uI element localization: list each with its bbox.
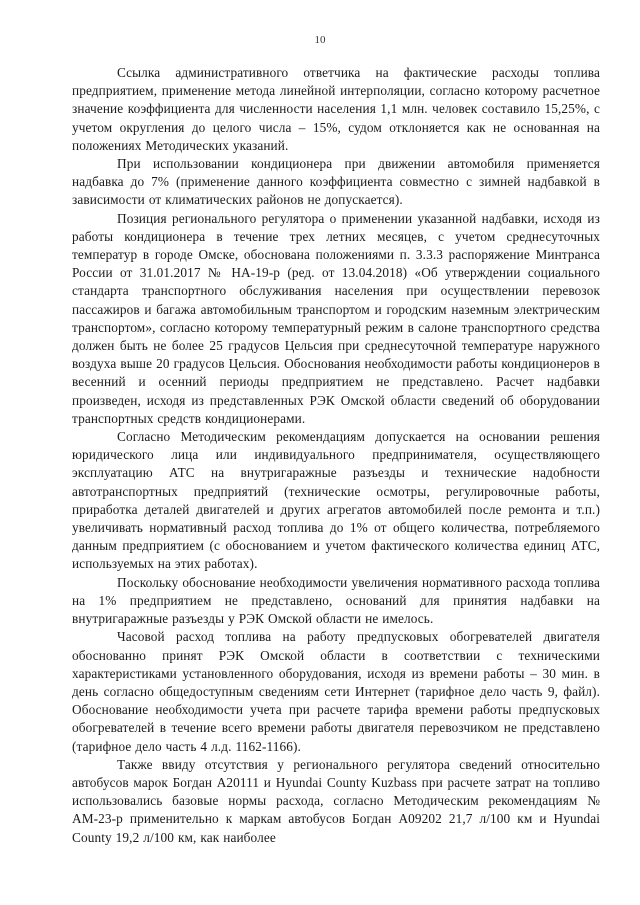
- paragraph: Также ввиду отсутствия у регионального регулятора сведений относительно автобусов марок Богдан А20111 и Hyundai County Kuzbass при расчете затрат на топливо использовались базовые нормы расхода, согласно Методическим рекомендациям № АМ-23-р применительно к маркам автобусов Богдан А09202 21,7 л/100 км и Hyundai County 19,2 л/100 км, как наиболее: [72, 756, 600, 845]
- paragraph: Поскольку обоснование необходимости увеличения нормативного расхода топлива на 1% предприятием не представлено, оснований для принятия надбавки на внутригаражные разъезды у РЭК Омской области не имелось.: [72, 574, 600, 627]
- document-body: [72, 64, 600, 847]
- paragraph: Часовой расход топлива на работу предпусковых обогревателей двигателя обоснованно принят РЭК Омской области в соответствии с техническими характеристиками установленного оборудования, исходя из времени работы – 30 мин. в день согласно общедоступным сведениям сети Интернет (тарифное дело часть 9, файл). Обоснование необходимости учета при расчете тарифа времени работы предпусковых обогревателей в течение всего времени работы двигателя перевозчиком не представлено (тарифное дело часть 4 л.д. 1162-1166).: [72, 629, 600, 754]
- paragraph: Согласно Методическим рекомендациям допускается на основании решения юридического лица или индивидуального предпринимателя, осуществляющего эксплуатацию АТС на внутригаражные разъезды и технические надобности автотранспортных предприятий (технические осмотры, регулировочные работы, приработка деталей двигателей и других агрегатов автомобилей после ремонта и т.п.) увеличивать нормативный расход топлива до 1% от общего количества, потребляемого данным предприятием (с обоснованием и учетом фактического количества единиц АТС, используемых на этих работах).: [72, 429, 600, 572]
- paragraph: При использовании кондиционера при движении автомобиля применяется надбавка до 7% (применение данного коэффициента совместно с зимней надбавкой в зависимости от климатических районов не допускается).: [72, 156, 600, 208]
- page-number: 10: [314, 34, 326, 46]
- paragraph: Позиция регионального регулятора о применении указанной надбавки, исходя из работы кондиционера в течение трех летних месяцев, с учетом среднесуточных температур в городе Омске, обоснована положениями п. 3.3.3 распоряжение Минтранса России от 31.01.2017 № НА-19-р (ред. от 13.04.2018) «Об утверждении социального стандарта транспортного обслуживания населения при осуществлении перевозок пассажиров и багажа автомобильным транспортом и городским наземным электрическим транспортом», согласно которому температурный режим в салоне транспортного средства должен быть не более 25 градусов Цельсия при среднесуточной температуре наружного воздуха выше 20 градусов Цельсия. Обоснования необходимости работы кондиционеров в весенний и осенний периоды предприятием не представлено. Расчет надбавки произведен, исходя из представленных РЭК Омской области сведений об оборудовании транспортных средств кондиционерами.: [72, 210, 600, 426]
- paragraph: Ссылка административного ответчика на фактические расходы топлива предприятием, применение метода линейной интерполяции, согласно которому расчетное значение коэффициента для численности населения 1,1 млн. человек составило 15,25%, с учетом округления до целого числа – 15%, судом отклоняется как не основанная на положениях Методических указаний.: [72, 65, 600, 153]
